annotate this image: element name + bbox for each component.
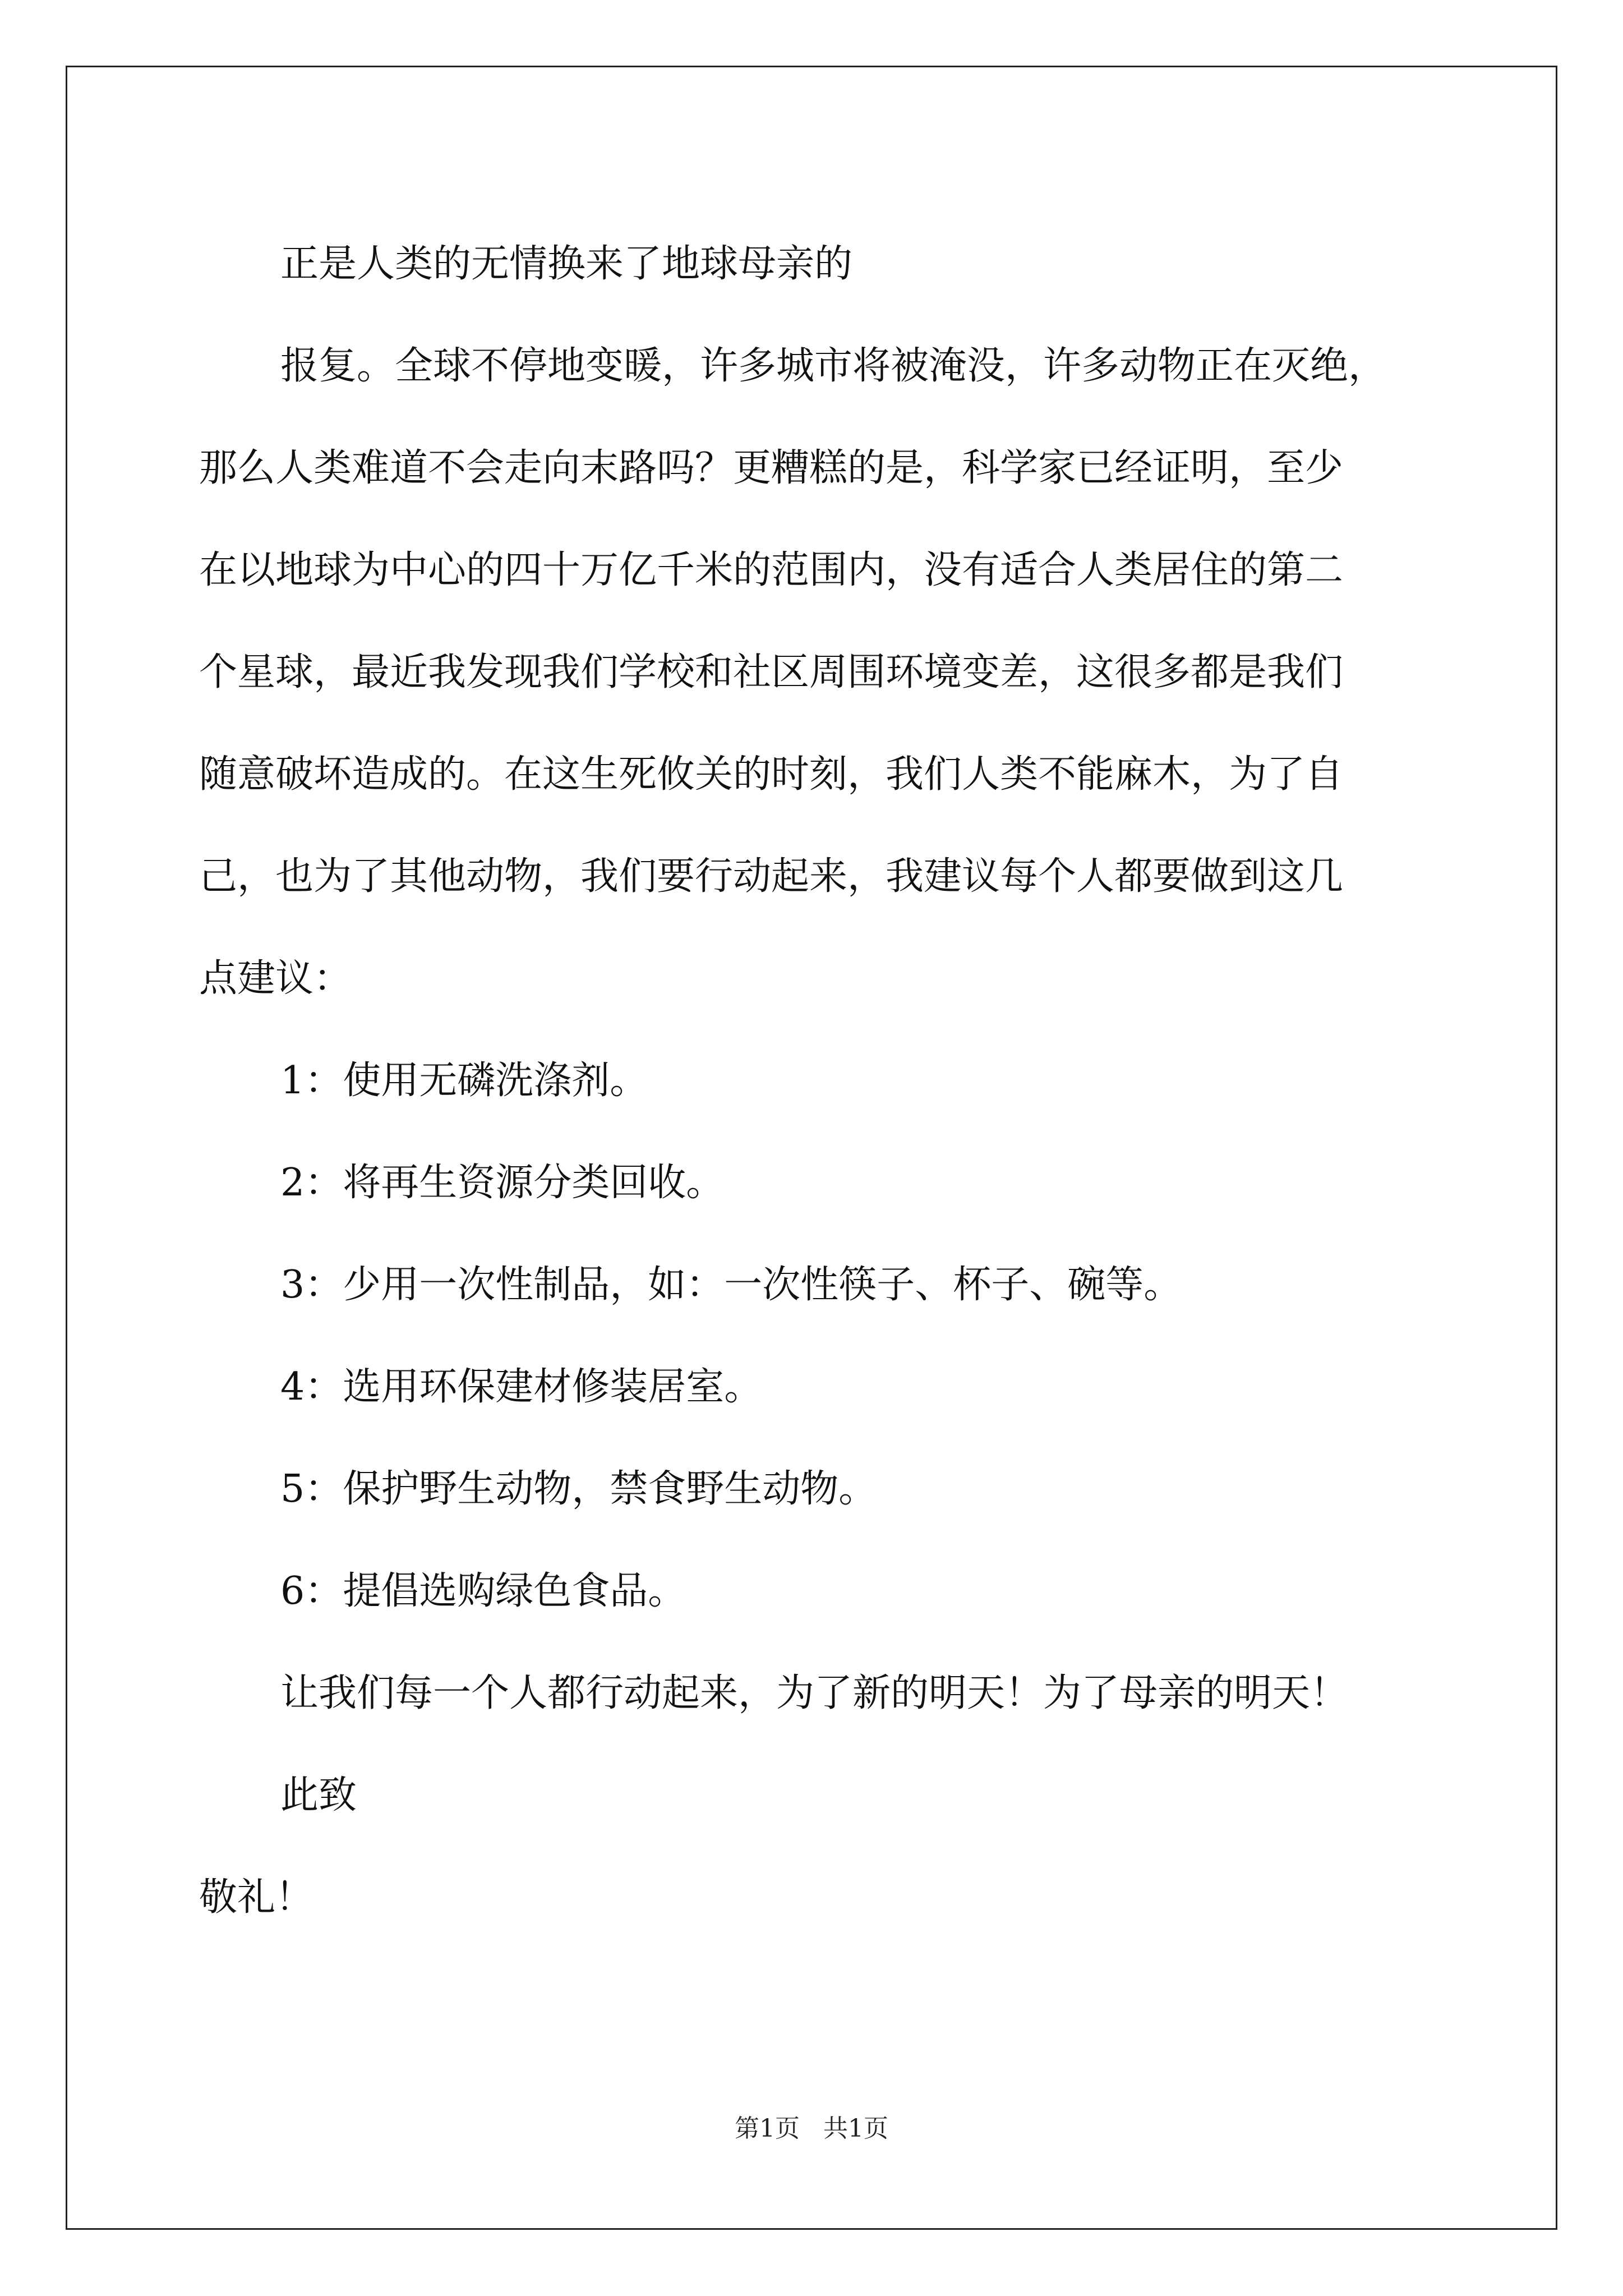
suggestion-item: 2：将再生资源分类回收。 — [280, 1161, 725, 1205]
page-number-total: 共1页 — [823, 2114, 888, 2143]
page-number-current: 第1页 — [735, 2114, 800, 2143]
salutation-jingli: 敬礼！ — [199, 1875, 314, 1920]
closing-paragraph: 让我们每一个人都行动起来，为了新的明天！为了母亲的明天！ — [280, 1671, 1349, 1715]
paragraph-line: 那么人类难道不会走向末路吗？更糟糕的是，科学家已经证明，至少 — [199, 446, 1344, 490]
paragraph-line: 己，也为了其他动物，我们要行动起来，我建议每个人都要做到这几 — [199, 854, 1344, 899]
suggestion-item: 1：使用无磷洗涤剂。 — [280, 1059, 648, 1103]
paragraph-line: 随意破坏造成的。在这生死攸关的时刻，我们人类不能麻木，为了自 — [199, 752, 1344, 797]
suggestion-item: 4：选用环保建材修装居室。 — [280, 1365, 763, 1409]
suggestion-item: 5：保护野生动物，禁食野生动物。 — [280, 1467, 877, 1511]
paragraph-line: 报复。全球不停地变暖，许多城市将被淹没，许多动物正在灭绝， — [280, 344, 1387, 388]
salutation-cizhi: 此致 — [280, 1773, 357, 1818]
paragraph-line: 个星球，最近我发现我们学校和社区周围环境变差，这很多都是我们 — [199, 650, 1344, 694]
paragraph-line: 正是人类的无情换来了地球母亲的 — [280, 242, 853, 286]
document-body — [199, 213, 1461, 1949]
suggestion-item: 6：提倡选购绿色食品。 — [280, 1569, 686, 1613]
suggestion-item: 3：少用一次性制品，如：一次性筷子、杯子、碗等。 — [280, 1263, 1182, 1307]
page-footer — [0, 2112, 1623, 2146]
paragraph-line: 点建议： — [199, 956, 352, 1001]
paragraph-line: 在以地球为中心的四十万亿千米的范围内，没有适合人类居住的第二 — [199, 548, 1344, 592]
